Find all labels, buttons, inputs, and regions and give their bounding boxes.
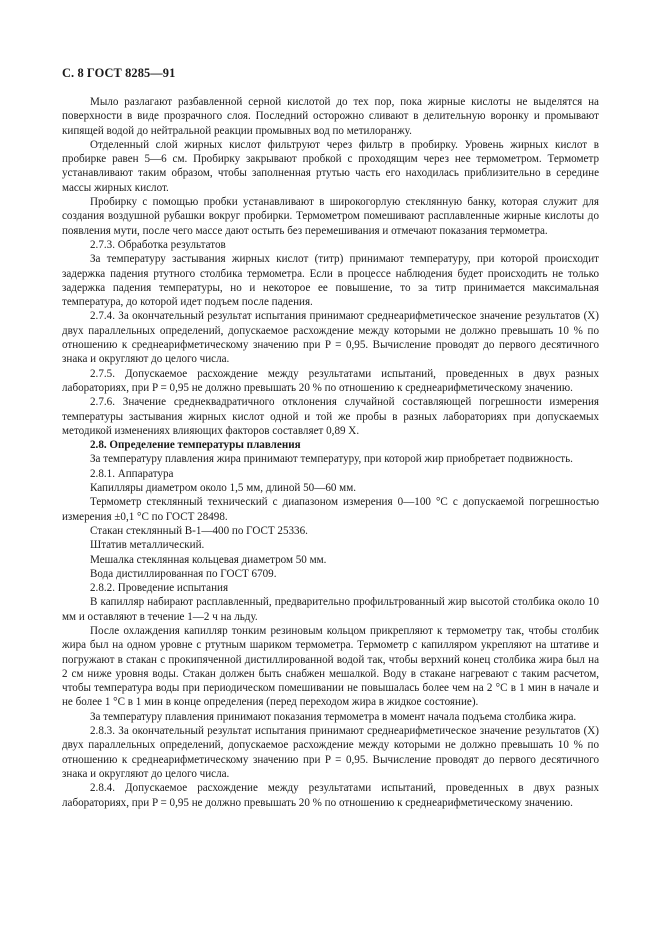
section-heading: 2.8.1. Аппаратура bbox=[90, 467, 174, 480]
paragraph: За температуру плавления принимают показания термометра в момент начала подъема столбика жира. bbox=[90, 710, 577, 723]
document-body bbox=[62, 95, 599, 810]
paragraph: За температуру плавления жира принимают температуру, при которой жир приобретает подвижность. bbox=[90, 453, 573, 466]
paragraph: 2.7.5. Допускаемое расхождение между результатами испытаний, проведенных в двух разных лабораториях, при P = 0,95 не должно превышать 20 % по отношению к среднеарифметическому значению. bbox=[62, 367, 599, 394]
section-heading: 2.7.3. Обработка результатов bbox=[90, 238, 226, 251]
list-item: Термометр стеклянный технический с диапазоном измерения 0—100 °С с допускаемой погрешностью измерения ±0,1 °С по ГОСТ 28498. bbox=[62, 496, 599, 523]
paragraph: За температуру застывания жирных кислот (титр) принимают температуру, при которой происходит задержка падения ртутного столбика термометра. Если в процессе наблюдения будет происходить не только задержка падения температуры, но и некоторое ее повышение, то за титр принимается максимальная температура, до которой идет подъем после падения. bbox=[62, 253, 599, 309]
paragraph: После охлаждения капилляр тонким резиновым кольцом прикрепляют к термометру так, чтобы столбик жира был на одном уровне с ртутным шариком термометра. Термометр с капилляром укрепляют на штативе и погружают в стакан с прокипяченной дистиллированной водой так, чтобы верхний конец столбика жира был на 2 см ниже уровня воды. Стакан должен быть снабжен мешалкой. Воду в стакане нагревают с таким расчетом, чтобы температура воды при периодическом помешивании не повышалась более чем на 2 °С в 1 мин в начале и не более 1 °С в 1 мин в конце определения (перед переходом жира в жидкое состояние). bbox=[62, 624, 599, 709]
paragraph: Мыло разлагают разбавленной серной кислотой до тех пор, пока жирные кислоты не выделятся на поверхности в виде прозрачного слоя. Последний осторожно сливают в делительную воронку и промывают кипящей водой до нейтральной реакции промывных вод по метилоранжу. bbox=[62, 96, 599, 137]
paragraph: Пробирку с помощью пробки устанавливают в широкогорлую стеклянную банку, которая служит для создания воздушной рубашки вокруг пробирки. Термометром помешивают расплавленные жирные кислоты до появления мути, после чего массе дают остыть без перемешивания и отмечают показания термометра. bbox=[62, 196, 599, 237]
paragraph: В капилляр набирают расплавленный, предварительно профильтрованный жир высотой столбика около 10 мм и оставляют в течение 1—2 ч на льду. bbox=[62, 596, 599, 623]
list-item: Капилляры диаметром около 1,5 мм, длиной 50—60 мм. bbox=[90, 482, 357, 495]
list-item: Стакан стеклянный В-1—400 по ГОСТ 25336. bbox=[90, 524, 308, 537]
list-item: Мешалка стеклянная кольцевая диаметром 50 мм. bbox=[90, 553, 327, 566]
paragraph: Отделенный слой жирных кислот фильтруют через фильтр в пробирку. Уровень жирных кислот в пробирке равен 5—6 см. Пробирку закрывают пробкой с проходящим через нее термометром. Термометр устанавливают таким образом, чтобы заполненная ртутью часть его находилась приблизительно в середине массы жирных кислот. bbox=[62, 138, 599, 194]
paragraph: 2.7.6. Значение среднеквадратичного отклонения случайной составляющей погрешности измерения температуры застывания жирных кислот одной и той же пробы в разных лабораториях при допускаемых методикой изменениях влияющих факторов составляет 0,89 X. bbox=[62, 396, 599, 437]
paragraph: 2.8.4. Допускаемое расхождение между результатами испытаний, проведенных в двух разных лабораториях, при P = 0,95 не должно превышать 20 % по отношению к среднеарифметическому значению. bbox=[62, 782, 599, 809]
section-heading: 2.8.2. Проведение испытания bbox=[90, 582, 229, 595]
list-item: Штатив металлический. bbox=[90, 539, 205, 552]
paragraph: 2.8.3. За окончательный результат испытания принимают среднеарифметическое значение результатов (X) двух параллельных определений, допускаемое расхождение между которыми не должно превышать 10 % по отношению к среднеарифметическому значению при P = 0,95. Вычисление проводят до первого десятичного знака и округляют до целого числа. bbox=[62, 725, 599, 780]
list-item: Вода дистиллированная по ГОСТ 6709. bbox=[90, 567, 277, 580]
paragraph: 2.7.4. За окончательный результат испытания принимают среднеарифметическое значение результатов (X) двух параллельных определений, допускаемое расхождение между которыми не должно превышать 10 % по отношению к среднеарифметическому значению при P = 0,95. Вычисление проводят до первого десятичного знака и округляют до целого числа. bbox=[62, 310, 599, 366]
page-header: С. 8 ГОСТ 8285—91 bbox=[62, 66, 176, 80]
section-title: 2.8. Определение температуры плавления bbox=[90, 439, 301, 452]
